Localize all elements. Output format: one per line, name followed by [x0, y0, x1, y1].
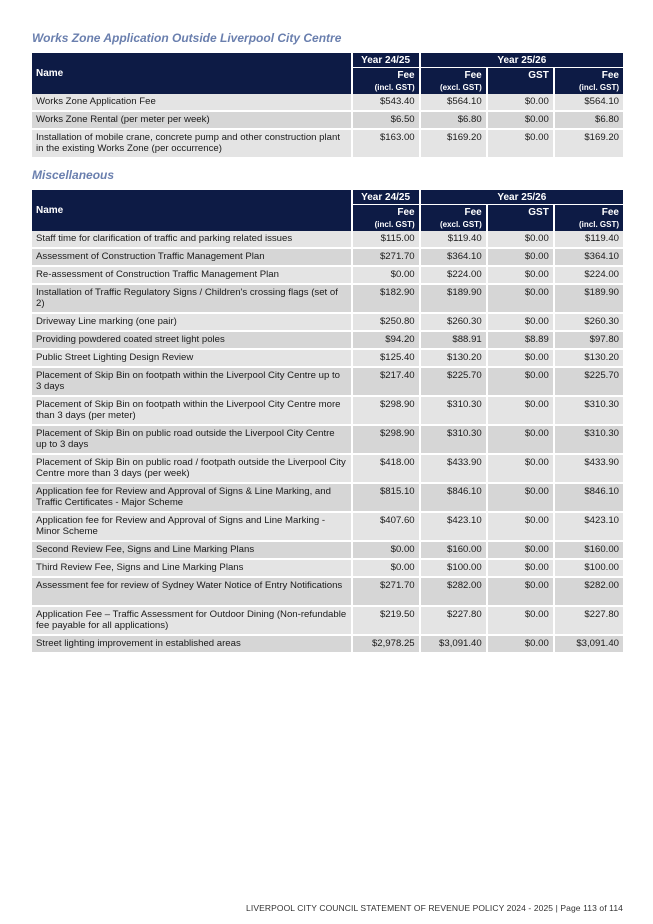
column-header-fee: Fee	[421, 68, 488, 81]
fee-incl-gst-cell: $119.40	[555, 231, 623, 249]
fee-name-cell: Installation of mobile crane, concrete pump and other construction plant in the existing Works Zone (per occurrence)	[32, 130, 353, 159]
fee-name-cell: Staff time for clarification of traffic and parking related issues	[32, 231, 353, 249]
section-works-zone	[32, 31, 623, 159]
fee-2425-cell: $125.40	[353, 350, 421, 368]
fee-incl-gst-cell: $160.00	[555, 542, 623, 560]
fee-incl-gst-cell: $225.70	[555, 368, 623, 397]
fee-incl-gst-cell: $130.20	[555, 350, 623, 368]
fee-incl-gst-cell: $564.10	[555, 94, 623, 112]
fee-incl-gst-cell: $433.90	[555, 455, 623, 484]
gst-cell: $0.00	[488, 578, 555, 607]
fee-2425-cell: $2,978.25	[353, 636, 421, 654]
gst-cell: $0.00	[488, 267, 555, 285]
fee-incl-gst-cell: $260.30	[555, 314, 623, 332]
fees-table	[32, 190, 623, 654]
column-header-incl-gst: (incl. GST)	[555, 81, 623, 94]
fee-2425-cell: $182.90	[353, 285, 421, 314]
fee-incl-gst-cell: $100.00	[555, 560, 623, 578]
fee-name-cell: Public Street Lighting Design Review	[32, 350, 353, 368]
gst-cell: $0.00	[488, 368, 555, 397]
fee-excl-gst-cell: $310.30	[421, 397, 488, 426]
fees-table	[32, 53, 623, 159]
fee-name-cell: Application Fee – Traffic Assessment for Outdoor Dining (Non-refundable fee payable for all applications)	[32, 607, 353, 636]
column-header-fee: Fee	[353, 68, 421, 81]
fee-name-cell: Application fee for Review and Approval of Signs and Line Marking - Minor Scheme	[32, 513, 353, 542]
column-header-gst: GST	[488, 205, 555, 218]
column-header-year-2425: Year 24/25	[353, 53, 421, 68]
fee-excl-gst-cell: $282.00	[421, 578, 488, 607]
table-row	[32, 368, 623, 397]
column-header-fee: Fee	[555, 205, 623, 218]
fee-name-cell: Driveway Line marking (one pair)	[32, 314, 353, 332]
fee-name-cell: Installation of Traffic Regulatory Signs / Children's crossing flags (set of 2)	[32, 285, 353, 314]
fee-name-cell: Works Zone Rental (per meter per week)	[32, 112, 353, 130]
fee-incl-gst-cell: $846.10	[555, 484, 623, 513]
column-header-incl-gst: (incl. GST)	[353, 218, 421, 231]
fee-excl-gst-cell: $260.30	[421, 314, 488, 332]
column-header-year-2526: Year 25/26	[421, 53, 623, 68]
gst-cell: $8.89	[488, 332, 555, 350]
table-row	[32, 267, 623, 285]
fee-excl-gst-cell: $130.20	[421, 350, 488, 368]
gst-cell: $0.00	[488, 636, 555, 654]
gst-cell: $0.00	[488, 314, 555, 332]
fee-2425-cell: $407.60	[353, 513, 421, 542]
fee-incl-gst-cell: $282.00	[555, 578, 623, 607]
table-row	[32, 484, 623, 513]
fee-incl-gst-cell: $224.00	[555, 267, 623, 285]
table-row	[32, 314, 623, 332]
gst-cell: $0.00	[488, 513, 555, 542]
fee-incl-gst-cell: $364.10	[555, 249, 623, 267]
fee-incl-gst-cell: $310.30	[555, 426, 623, 455]
fee-excl-gst-cell: $225.70	[421, 368, 488, 397]
column-header-fee: Fee	[353, 205, 421, 218]
page-footer: LIVERPOOL CITY COUNCIL STATEMENT OF REVENUE POLICY 2024 - 2025 | Page 113 of 114	[246, 903, 623, 913]
table-row	[32, 455, 623, 484]
fee-excl-gst-cell: $169.20	[421, 130, 488, 159]
fee-name-cell: Re-assessment of Construction Traffic Management Plan	[32, 267, 353, 285]
column-header-incl-gst: (incl. GST)	[555, 218, 623, 231]
fee-name-cell: Placement of Skip Bin on footpath within the Liverpool City Centre up to 3 days	[32, 368, 353, 397]
fee-2425-cell: $815.10	[353, 484, 421, 513]
table-row	[32, 542, 623, 560]
fee-excl-gst-cell: $3,091.40	[421, 636, 488, 654]
fee-2425-cell: $94.20	[353, 332, 421, 350]
fee-excl-gst-cell: $310.30	[421, 426, 488, 455]
fee-incl-gst-cell: $169.20	[555, 130, 623, 159]
fee-2425-cell: $6.50	[353, 112, 421, 130]
column-header-fee: Fee	[421, 205, 488, 218]
table-row	[32, 560, 623, 578]
table-row	[32, 231, 623, 249]
table-row	[32, 636, 623, 654]
fee-incl-gst-cell: $97.80	[555, 332, 623, 350]
fee-incl-gst-cell: $227.80	[555, 607, 623, 636]
fee-excl-gst-cell: $227.80	[421, 607, 488, 636]
table-row	[32, 607, 623, 636]
fee-2425-cell: $543.40	[353, 94, 421, 112]
fee-excl-gst-cell: $224.00	[421, 267, 488, 285]
fee-2425-cell: $163.00	[353, 130, 421, 159]
section-miscellaneous	[32, 168, 623, 654]
fee-name-cell: Works Zone Application Fee	[32, 94, 353, 112]
fee-excl-gst-cell: $119.40	[421, 231, 488, 249]
gst-cell: $0.00	[488, 426, 555, 455]
fee-2425-cell: $250.80	[353, 314, 421, 332]
gst-cell: $0.00	[488, 350, 555, 368]
fee-incl-gst-cell: $3,091.40	[555, 636, 623, 654]
fee-excl-gst-cell: $423.10	[421, 513, 488, 542]
gst-cell: $0.00	[488, 455, 555, 484]
gst-cell: $0.00	[488, 231, 555, 249]
fee-2425-cell: $0.00	[353, 267, 421, 285]
fee-incl-gst-cell: $423.10	[555, 513, 623, 542]
column-header-excl-gst: (excl. GST)	[421, 218, 488, 231]
fee-excl-gst-cell: $88.91	[421, 332, 488, 350]
gst-cell: $0.00	[488, 542, 555, 560]
fee-incl-gst-cell: $310.30	[555, 397, 623, 426]
table-row	[32, 130, 623, 159]
fee-excl-gst-cell: $433.90	[421, 455, 488, 484]
fee-excl-gst-cell: $6.80	[421, 112, 488, 130]
fee-incl-gst-cell: $189.90	[555, 285, 623, 314]
table-row	[32, 426, 623, 455]
fee-name-cell: Providing powdered coated street light poles	[32, 332, 353, 350]
fee-2425-cell: $0.00	[353, 542, 421, 560]
table-row	[32, 249, 623, 267]
column-header-blank	[488, 218, 555, 231]
fee-incl-gst-cell: $6.80	[555, 112, 623, 130]
fee-excl-gst-cell: $846.10	[421, 484, 488, 513]
table-row	[32, 513, 623, 542]
gst-cell: $0.00	[488, 397, 555, 426]
fee-2425-cell: $271.70	[353, 249, 421, 267]
gst-cell: $0.00	[488, 112, 555, 130]
fee-excl-gst-cell: $364.10	[421, 249, 488, 267]
gst-cell: $0.00	[488, 484, 555, 513]
fee-name-cell: Placement of Skip Bin on footpath within the Liverpool City Centre more than 3 days (per meter)	[32, 397, 353, 426]
gst-cell: $0.00	[488, 94, 555, 112]
section-title: Miscellaneous	[32, 168, 115, 182]
column-header-incl-gst: (incl. GST)	[353, 81, 421, 94]
fee-name-cell: Assessment fee for review of Sydney Water Notice of Entry Notifications	[32, 578, 353, 607]
fee-name-cell: Placement of Skip Bin on public road outside the Liverpool City Centre up to 3 days	[32, 426, 353, 455]
fee-name-cell: Placement of Skip Bin on public road / footpath outside the Liverpool City Centre more than 3 days (per week)	[32, 455, 353, 484]
table-row	[32, 332, 623, 350]
column-header-year-2425: Year 24/25	[353, 190, 421, 205]
fee-2425-cell: $217.40	[353, 368, 421, 397]
fee-2425-cell: $219.50	[353, 607, 421, 636]
fee-2425-cell: $418.00	[353, 455, 421, 484]
column-header-year-2526: Year 25/26	[421, 190, 623, 205]
table-row	[32, 350, 623, 368]
table-row	[32, 94, 623, 112]
column-header-fee: Fee	[555, 68, 623, 81]
table-row	[32, 397, 623, 426]
fee-name-cell: Assessment of Construction Traffic Management Plan	[32, 249, 353, 267]
column-header-name: Name	[32, 190, 353, 231]
table-row	[32, 112, 623, 130]
fee-2425-cell: $0.00	[353, 560, 421, 578]
gst-cell: $0.00	[488, 607, 555, 636]
gst-cell: $0.00	[488, 249, 555, 267]
fee-excl-gst-cell: $100.00	[421, 560, 488, 578]
fee-excl-gst-cell: $160.00	[421, 542, 488, 560]
gst-cell: $0.00	[488, 285, 555, 314]
column-header-excl-gst: (excl. GST)	[421, 81, 488, 94]
fee-excl-gst-cell: $564.10	[421, 94, 488, 112]
column-header-name: Name	[32, 53, 353, 94]
fee-name-cell: Second Review Fee, Signs and Line Marking Plans	[32, 542, 353, 560]
section-title: Works Zone Application Outside Liverpool City Centre	[32, 31, 342, 45]
table-row	[32, 285, 623, 314]
column-header-gst: GST	[488, 68, 555, 81]
table-row	[32, 578, 623, 607]
fee-2425-cell: $298.90	[353, 426, 421, 455]
fee-2425-cell: $115.00	[353, 231, 421, 249]
fee-excl-gst-cell: $189.90	[421, 285, 488, 314]
fee-name-cell: Application fee for Review and Approval of Signs & Line Marking, and Traffic Certificates - Major Scheme	[32, 484, 353, 513]
fee-name-cell: Street lighting improvement in established areas	[32, 636, 353, 654]
fee-2425-cell: $298.90	[353, 397, 421, 426]
column-header-blank	[488, 81, 555, 94]
fee-2425-cell: $271.70	[353, 578, 421, 607]
fee-name-cell: Third Review Fee, Signs and Line Marking Plans	[32, 560, 353, 578]
gst-cell: $0.00	[488, 130, 555, 159]
gst-cell: $0.00	[488, 560, 555, 578]
